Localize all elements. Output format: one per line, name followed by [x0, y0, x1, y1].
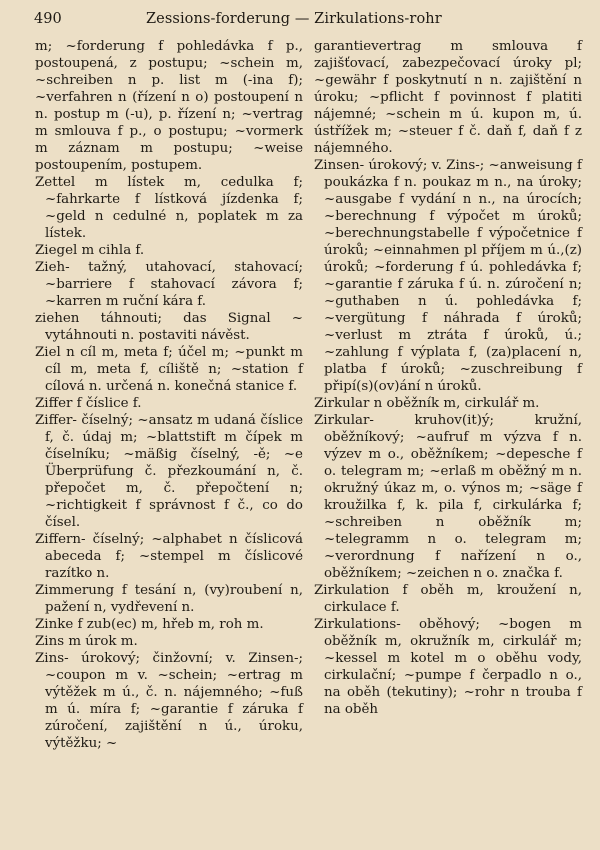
right-column — [314, 38, 582, 718]
dictionary-entry: Zirkular- kruhov(it)ý; kružní, oběžníkový; ~aufruf m výzva f n. výzev m o., oběžníkem; ~depesche f o. telegram m; ~erlaß m oběžný m n. okružný úkaz m, o. výnos m; ~säge f kroužilka f, k. pila f, cirkulárka f; ~schreiben n oběžník m; ~telegramm n o. telegram m; ~verordnung f nařízení n o., oběžníkem; ~zeichen n o. značka f. — [314, 413, 582, 581]
dictionary-entry: garantievertrag m smlouva f zajišťovací, zabezpečovací úroky pl; ~gewähr f poskytnutí n n. zajištění n úroku; ~pflicht f povinnost f platiti nájemné; ~schein m ú. kupon m, ú. ústřížek m; ~steuer f č. daň f, daň f z nájemného. — [314, 39, 582, 156]
dictionary-entry: Ziel n cíl m, meta f; účel m; ~punkt m cíl m, meta f, cíliště n; ~station f cílová n. určená n. konečná stanice f. — [35, 345, 303, 394]
dictionary-entry: Zirkulation f oběh m, kroužení n, cirkulace f. — [314, 583, 582, 615]
dictionary-entry: Ziffer- číselný; ~ansatz m udaná číslice f, č. údaj m; ~blattstift m čípek m číselníku; ~mäßig číselný, -ě; ~e Überprüfung č. přezkoumání n, č. přepočet m, č. přepočtení n; ~richtigkeit f správnost f č., co do čísel. — [35, 413, 303, 530]
dictionary-entry: Zins m úrok m. — [35, 634, 138, 649]
dictionary-entry: Ziffer f číslice f. — [35, 396, 142, 411]
dictionary-entry: Zinke f zub(ec) m, hřeb m, roh m. — [35, 617, 264, 632]
page-header — [34, 6, 582, 32]
dictionary-entry: Zirkulations- oběhový; ~bogen m oběžník m, okružník m, cirkulář m; ~kessel m kotel m o oběhu vody, cirkulační; ~pumpe f čerpadlo n o., na oběh (tekutiny); ~rohr n trouba f na oběh — [314, 617, 582, 717]
dictionary-entry: ziehen táhnouti; das Signal ~ vytáhnouti n. postaviti návěst. — [35, 311, 303, 343]
dictionary-entry: Zinsen- úrokový; v. Zins-; ~anweisung f poukázka f n. poukaz m n., na úroky; ~ausgabe f vydání n n., na úrocích; ~berechnung f výpočet m úroků; ~berechnungstabelle f výpočetnice f úroků; ~einnahmen pl příjem m ú.,(z) úroků; ~forderung f ú. pohledávka f; ~garantie f záruka f ú. n. zúročení n; ~guthaben n ú. pohledávka f; ~vergütung f náhrada f úroků; ~verlust m ztráta f úroků, ú.; ~zahlung f výplata f, (za)placení n, platba f úroků; ~zuschreibung f připí(s)(ov)ání n úroků. — [314, 158, 582, 394]
dictionary-entry: Ziegel m cihla f. — [35, 243, 145, 258]
dictionary-entry: m; ~forderung f pohledávka f p., postoupená, z postupu; ~schein m, ~schreiben n p. list m (-ina f); ~verfahren n (řízení n o) postoupení n n. postup m (-u), p. řízení n; ~vertrag m smlouva f p., o postupu; ~vormerk m záznam m postupu; ~weise postoupením, postupem. — [35, 39, 303, 173]
dictionary-entry: Zimmerung f tesání n, (vy)roubení n, pažení n, vydřevení n. — [35, 583, 303, 615]
dictionary-entry: Zins- úrokový; činžovní; v. Zinsen-; ~coupon m v. ~schein; ~ertrag m výtěžek m ú., č. n. nájemného; ~fuß m ú. míra f; ~garantie f záruka f zúročení, zajištění n ú., úroku, výtěžku; ~ — [35, 651, 303, 751]
dictionary-entry: Zettel m lístek m, cedulka f; ~fahrkarte f lístková jízdenka f; ~geld n cedulné n, poplatek m za lístek. — [35, 175, 303, 241]
running-head: Zessions-forderung — Zirkulations-rohr — [146, 11, 442, 27]
dictionary-entry: Ziffern- číselný; ~alphabet n číslicová abeceda f; ~stempel m číslicové razítko n. — [35, 532, 303, 581]
dictionary-entry: Zieh- tažný, utahovací, stahovací; ~barriere f stahovací závora f; ~karren m ruční kára f. — [35, 260, 303, 309]
page-number: 490 — [34, 11, 62, 27]
left-column — [35, 38, 303, 752]
dictionary-entry: Zirkular n oběžník m, cirkulář m. — [314, 396, 540, 411]
